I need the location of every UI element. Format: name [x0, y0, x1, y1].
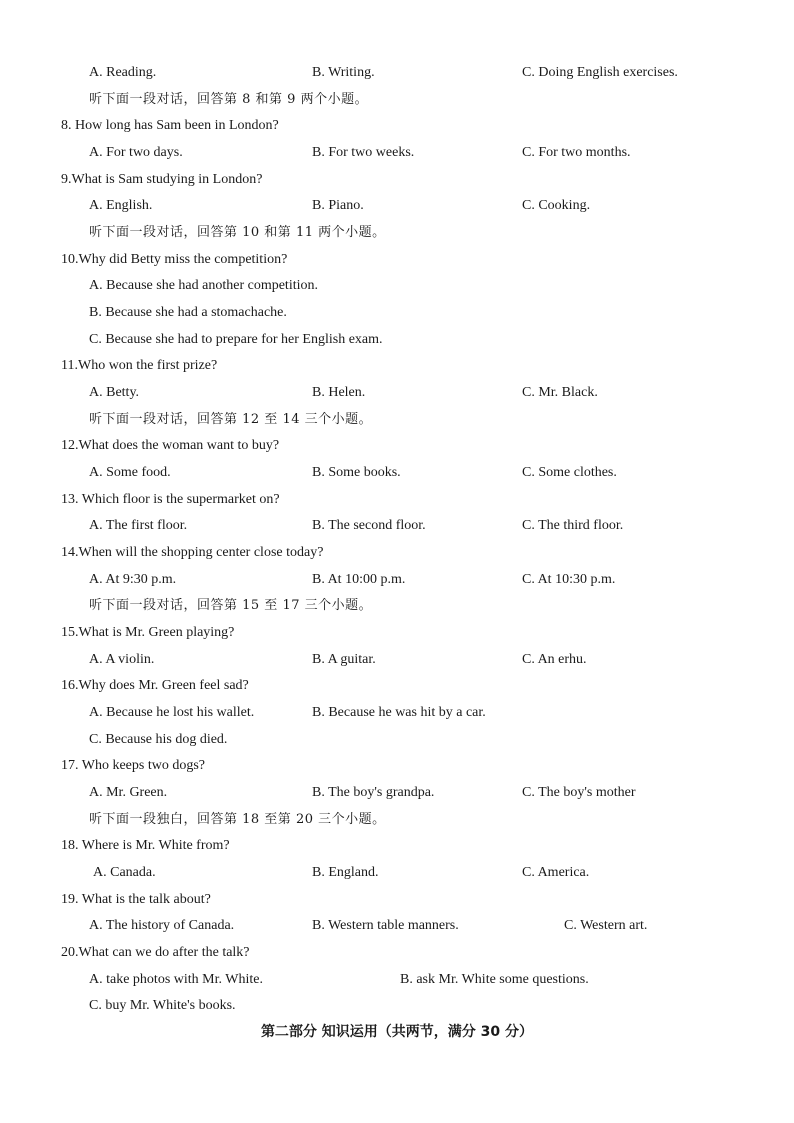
options-line	[0, 304, 794, 330]
question-line	[0, 117, 794, 143]
answer-option: B. The second floor.	[312, 518, 426, 533]
question-text: 14.When will the shopping center close today?	[61, 545, 324, 560]
answer-option: B. England.	[312, 865, 379, 880]
answer-option: A. At 9:30 p.m.	[89, 572, 177, 587]
answer-option: C. An erhu.	[522, 652, 587, 667]
answer-option: B. Because he was hit by a car.	[312, 705, 486, 720]
options-line	[0, 384, 794, 410]
answer-option: A. Canada.	[93, 865, 156, 880]
options-line	[0, 197, 794, 223]
question-text: 10.Why did Betty miss the competition?	[61, 252, 288, 267]
question-text: 17. Who keeps two dogs?	[61, 758, 205, 773]
question-line	[0, 544, 794, 570]
instruction-line	[0, 224, 794, 250]
options-line	[0, 731, 794, 757]
answer-option: A. The history of Canada.	[89, 918, 235, 933]
answer-option: C. buy Mr. White's books.	[89, 998, 236, 1013]
answer-option: A. For two days.	[89, 145, 183, 160]
question-text: 8. How long has Sam been in London?	[61, 118, 279, 133]
question-text: 18. Where is Mr. White from?	[61, 838, 230, 853]
question-line	[0, 251, 794, 277]
options-line	[0, 464, 794, 490]
answer-option: C. Some clothes.	[522, 465, 617, 480]
answer-option: B. Piano.	[312, 198, 364, 213]
question-line	[0, 891, 794, 917]
question-line	[0, 171, 794, 197]
instruction-line	[0, 597, 794, 623]
question-line	[0, 944, 794, 970]
answer-option: A. The first floor.	[89, 518, 188, 533]
question-text: 15.What is Mr. Green playing?	[61, 625, 235, 640]
question-line	[0, 837, 794, 863]
answer-option: A. A violin.	[89, 652, 155, 667]
question-line	[0, 757, 794, 783]
question-line	[0, 357, 794, 383]
answer-option: A. Reading.	[89, 65, 157, 80]
question-line	[0, 624, 794, 650]
answer-option: A. Because he lost his wallet.	[89, 705, 255, 720]
question-line	[0, 437, 794, 463]
instruction-text: 听下面一段对话，回答第 12 至 14 三个小题。	[89, 412, 373, 427]
question-text: 20.What can we do after the talk?	[61, 945, 250, 960]
options-line	[0, 864, 794, 890]
options-line	[0, 704, 794, 730]
instruction-line	[0, 91, 794, 117]
answer-option: C. Mr. Black.	[522, 385, 598, 400]
answer-option: B. At 10:00 p.m.	[312, 572, 406, 587]
answer-option: A. Mr. Green.	[89, 785, 168, 800]
question-line	[0, 491, 794, 517]
options-line	[0, 784, 794, 810]
question-text: 11.Who won the first prize?	[61, 358, 218, 373]
answer-option: C. America.	[522, 865, 590, 880]
answer-option: B. A guitar.	[312, 652, 376, 667]
section-heading-line	[0, 1023, 794, 1049]
answer-option: B. ask Mr. White some questions.	[400, 972, 589, 987]
options-line	[0, 277, 794, 303]
instruction-text: 听下面一段对话，回答第 8 和第 9 两个小题。	[89, 92, 369, 107]
question-text: 16.Why does Mr. Green feel sad?	[61, 678, 249, 693]
answer-option: C. At 10:30 p.m.	[522, 572, 616, 587]
answer-option: C. The third floor.	[522, 518, 624, 533]
answer-option: C. Because his dog died.	[89, 732, 228, 747]
options-line	[0, 331, 794, 357]
answer-option: C. The boy's mother	[522, 785, 636, 800]
answer-option: C. Cooking.	[522, 198, 591, 213]
answer-option: A. Some food.	[89, 465, 171, 480]
answer-option: A. Because she had another competition.	[89, 278, 318, 293]
answer-option: B. For two weeks.	[312, 145, 415, 160]
answer-option: C. Doing English exercises.	[522, 65, 678, 80]
instruction-line	[0, 811, 794, 837]
answer-option: B. Writing.	[312, 65, 375, 80]
instruction-text: 听下面一段对话，回答第 10 和第 11 两个小题。	[89, 225, 386, 240]
options-line	[0, 917, 794, 943]
options-line	[0, 997, 794, 1023]
answer-option: A. English.	[89, 198, 153, 213]
options-line	[0, 571, 794, 597]
answer-option: C. Western art.	[564, 918, 648, 933]
answer-option: A. take photos with Mr. White.	[89, 972, 263, 987]
instruction-text: 听下面一段对话，回答第 15 至 17 三个小题。	[89, 598, 373, 613]
question-text: 13. Which floor is the supermarket on?	[61, 492, 280, 507]
options-line	[0, 971, 794, 997]
instruction-line	[0, 411, 794, 437]
options-line	[0, 64, 794, 90]
answer-option: B. The boy's grandpa.	[312, 785, 435, 800]
answer-option: A. Betty.	[89, 385, 140, 400]
answer-option: B. Helen.	[312, 385, 366, 400]
question-text: 19. What is the talk about?	[61, 892, 211, 907]
answer-option: C. Because she had to prepare for her English exam.	[89, 332, 383, 347]
question-text: 12.What does the woman want to buy?	[61, 438, 280, 453]
answer-option: B. Western table manners.	[312, 918, 459, 933]
question-line	[0, 677, 794, 703]
answer-option: C. For two months.	[522, 145, 631, 160]
question-text: 9.What is Sam studying in London?	[61, 172, 263, 187]
section-heading: 第二部分 知识运用（共两节，满分 30 分）	[260, 1024, 534, 1040]
instruction-text: 听下面一段独白，回答第 18 至第 20 三个小题。	[89, 812, 386, 827]
options-line	[0, 144, 794, 170]
answer-option: B. Because she had a stomachache.	[89, 305, 287, 320]
options-line	[0, 651, 794, 677]
answer-option: B. Some books.	[312, 465, 401, 480]
options-line	[0, 517, 794, 543]
